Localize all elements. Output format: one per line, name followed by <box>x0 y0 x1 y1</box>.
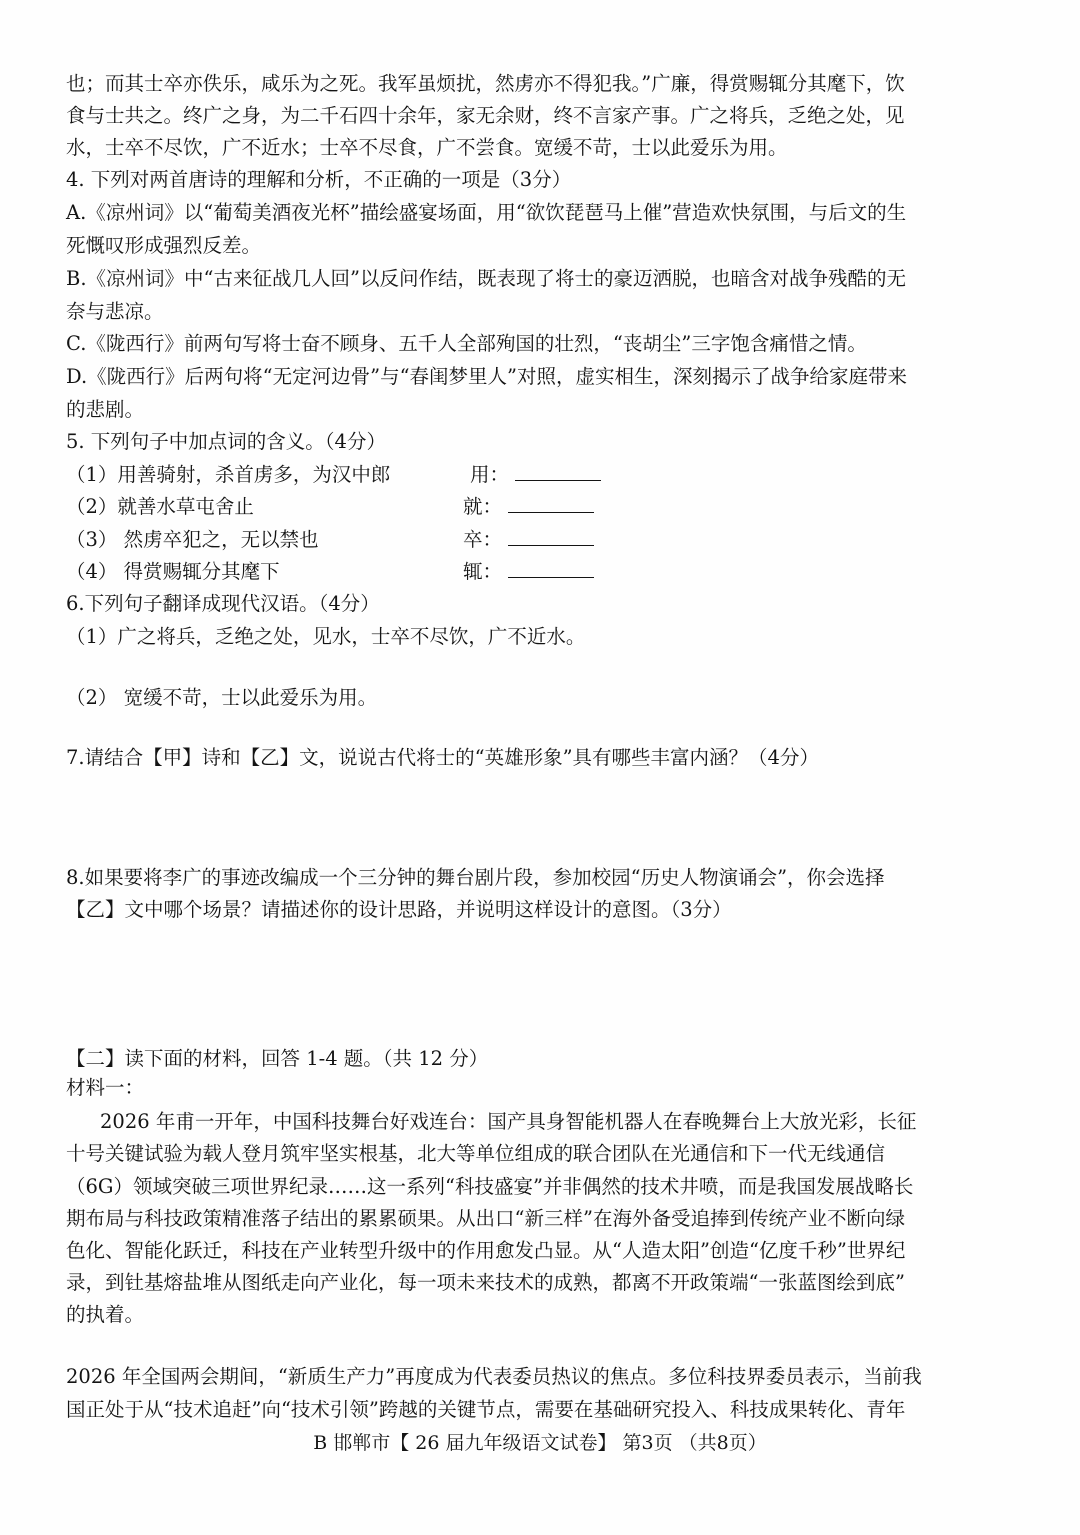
q4-option-a: A.《凉州词》以“葡萄美酒夜光杯”描绘盛宴场面，用“欲饮琵琶马上催”营造欢快氛围，与后文的生 <box>66 201 907 224</box>
material-paragraph-line: 录，到钍基熔盐堆从图纸走向产业化，每一项未来技术的成熟，都离不开政策端“一张蓝图绘到底” <box>66 1271 905 1294</box>
q5-sentence: （4） 得赏赐辄分其麾下 <box>66 560 280 583</box>
section-2-heading: 【二】读下面的材料，回答 1-4 题。（共 12 分） <box>66 1047 489 1070</box>
material-paragraph-line: 国正处于从“技术追赶”向“技术引领”跨越的关键节点，需要在基础研究投入、科技成果转化、青年 <box>66 1398 906 1421</box>
q5-word: 用： <box>470 463 510 486</box>
q6-sentence: （2） 宽缓不苛，士以此爱乐为用。 <box>66 686 378 709</box>
material-paragraph-line: 的执着。 <box>66 1303 145 1326</box>
q5-sentence: （2）就善水草屯舍止 <box>66 495 254 518</box>
q5-answer-slot <box>463 494 594 520</box>
q5-answer-slot <box>463 527 594 553</box>
question-8: 8.如果要将李广的事迹改编成一个三分钟的舞台剧片段，参加校园“历史人物演诵会”，你会选择 <box>66 866 885 889</box>
q4-option-a-cont: 死慨叹形成强烈反差。 <box>66 234 262 257</box>
question-4-stem: 4. 下列对两首唐诗的理解和分析，不正确的一项是（3分） <box>66 168 572 191</box>
answer-blank[interactable] <box>508 494 594 513</box>
passage-line: 食与士共之。终广之身，为二千石四十余年，家无余财，终不言家产事。广之将兵，乏绝之处，见 <box>66 104 905 127</box>
answer-blank[interactable] <box>508 559 594 578</box>
material-paragraph-line: （6G）领域突破三项世界纪录……这一系列“科技盛宴”并非偶然的技术井喷，而是我国发展战略长 <box>66 1175 914 1198</box>
answer-blank[interactable] <box>508 527 594 546</box>
material-paragraph-line: 2026 年甫一开年，中国科技舞台好戏连台：国产具身智能机器人在春晚舞台上大放光彩，长征 <box>100 1110 917 1133</box>
question-5-stem: 5. 下列句子中加点词的含义。（4分） <box>66 430 386 453</box>
material-paragraph-line: 十号关键试验为载人登月筑牢坚实根基，北大等单位组成的联合团队在光通信和下一代无线通信 <box>66 1142 886 1165</box>
passage-line: 水，士卒不尽饮，广不近水；士卒不尽食，广不尝食。宽缓不苛，士以此爱乐为用。 <box>66 136 788 159</box>
q6-sentence: （1）广之将兵，乏绝之处，见水，士卒不尽饮，广不近水。 <box>66 625 586 648</box>
q5-word: 辄： <box>463 560 503 583</box>
question-7: 7.请结合【甲】诗和【乙】文，说说古代将士的“英雄形象”具有哪些丰富内涵？（4分） <box>66 746 819 769</box>
page-footer: B 邯郸市【 26 届九年级语文试卷】 第3页 （共8页） <box>313 1432 767 1454</box>
question-8-cont: 【乙】文中哪个场景？请描述你的设计思路，并说明这样设计的意图。（3分） <box>66 898 732 921</box>
q4-option-d-cont: 的悲剧。 <box>66 398 145 421</box>
material-label: 材料一： <box>66 1076 145 1099</box>
q4-option-b: B.《凉州词》中“古来征战几人回”以反问作结，既表现了将士的豪迈洒脱，也暗含对战争残酷的无 <box>66 267 906 290</box>
material-paragraph-line: 期布局与科技政策精准落子结出的累累硕果。从出口“新三样”在海外备受追捧到传统产业不断向绿 <box>66 1207 905 1230</box>
question-6-stem: 6.下列句子翻译成现代汉语。（4分） <box>66 592 380 615</box>
q5-sentence: （3） 然虏卒犯之，无以禁也 <box>66 528 319 551</box>
q4-option-b-cont: 奈与悲凉。 <box>66 300 164 323</box>
q5-word: 卒： <box>463 528 503 551</box>
material-paragraph-line: 色化、智能化跃迁，科技在产业转型升级中的作用愈发凸显。从“人造太阳”创造“亿度千秒”世界纪 <box>66 1239 906 1262</box>
q4-option-d: D.《陇西行》后两句将“无定河边骨”与“春闺梦里人”对照，虚实相生，深刻揭示了战争给家庭带来 <box>66 365 908 388</box>
q4-option-c: C.《陇西行》前两句写将士奋不顾身、五千人全部殉国的壮烈，“丧胡尘”三字饱含痛惜之情。 <box>66 332 867 355</box>
answer-blank[interactable] <box>515 462 601 481</box>
q5-word: 就： <box>463 495 503 518</box>
q5-answer-slot <box>463 559 594 585</box>
q5-answer-slot <box>470 462 601 488</box>
q5-sentence: （1）用善骑射，杀首虏多，为汉中郎 <box>66 463 391 486</box>
passage-line: 也；而其士卒亦佚乐，咸乐为之死。我军虽烦扰，然虏亦不得犯我。”广廉，得赏赐辄分其麾下，饮 <box>66 72 905 95</box>
material-paragraph-line: 2026 年全国两会期间，“新质生产力”再度成为代表委员热议的焦点。多位科技界委员表示，当前我 <box>66 1365 922 1388</box>
